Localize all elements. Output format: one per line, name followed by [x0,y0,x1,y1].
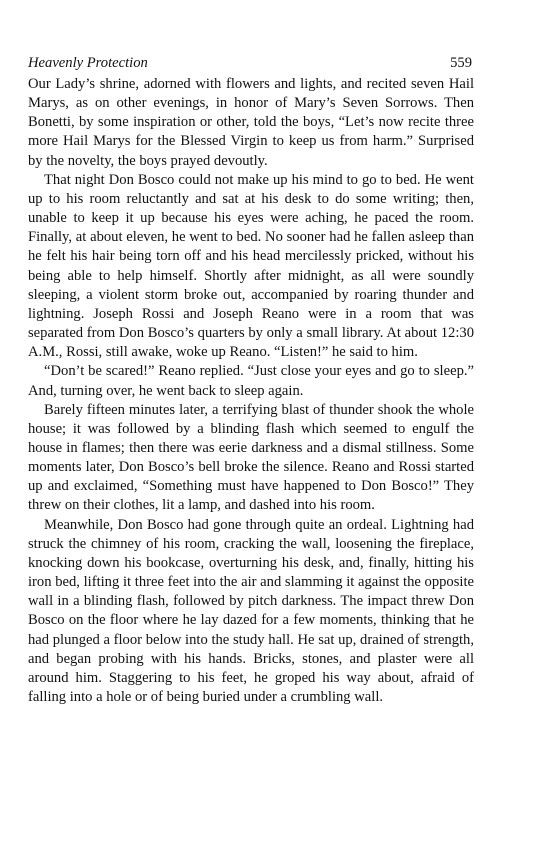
running-title: Heavenly Protection [28,55,148,71]
paragraph-2: That night Don Bosco could not make up his mind to go to bed. He went up to his room reluctantly and sat at his desk to do some writing; then, unable to keep it up because his eyes were aching, he paced the room. Finally, at about eleven, he went to bed. No sooner had he fallen asleep than he felt his hair being torn off and his head mercilessly pricked, without his being able to help himself. Shortly after midnight, as all were soundly sleeping, a violent storm broke out, accompanied by roaring thunder and lightning. Joseph Rossi and Joseph Reano were in a room that was separated from Don Bosco’s quarters by only a small library. At about 12:30 A.M., Rossi, still awake, woke up Reano. “Listen!” he said to him. [28,171,474,361]
book-page [28,54,474,707]
paragraph-3: “Don’t be scared!” Reano replied. “Just close your eyes and go to sleep.” And, turning over, he went back to sleep again. [28,363,474,399]
page-number: 559 [450,55,472,71]
paragraph-4: Barely fifteen minutes later, a terrifying blast of thunder shook the whole house; it was followed by a blinding flash which seemed to engulf the house in flames; then there was eerie darkness and a dismal stillness. Some moments later, Don Bosco’s bell broke the silence. Reano and Rossi started up and exclaimed, “Something must have happened to Don Bosco!” They threw on their clothes, lit a lamp, and dashed into his room. [28,401,474,514]
body-text [28,75,474,707]
running-head [28,54,474,73]
paragraph-5: Meanwhile, Don Bosco had gone through quite an ordeal. Lightning had struck the chimney of his room, cracking the wall, loosening the fireplace, knocking down his bookcase, overturning his desk, and, finally, hitting his iron bed, lifting it three feet into the air and slamming it against the opposite wall in a blinding flash, followed by pitch darkness. The impact threw Don Bosco on the floor where he lay dazed for a few moments, thinking that he had plunged a floor below into the study hall. He sat up, drained of strength, and began probing with his hands. Bricks, stones, and plaster were all around him. Staggering to his feet, he groped his way about, afraid of falling into a hole or of being buried under a crumbling wall. [28,516,474,705]
paragraph-1: Our Lady’s shrine, adorned with flowers and lights, and recited seven Hail Marys, as on other evenings, in honor of Mary’s Seven Sorrows. Then Bonetti, by some inspiration or other, told the boys, “Let’s now recite three more Hail Marys for the Blessed Virgin to keep us from harm.” Surprised by the novelty, the boys prayed devoutly. [28,76,474,169]
